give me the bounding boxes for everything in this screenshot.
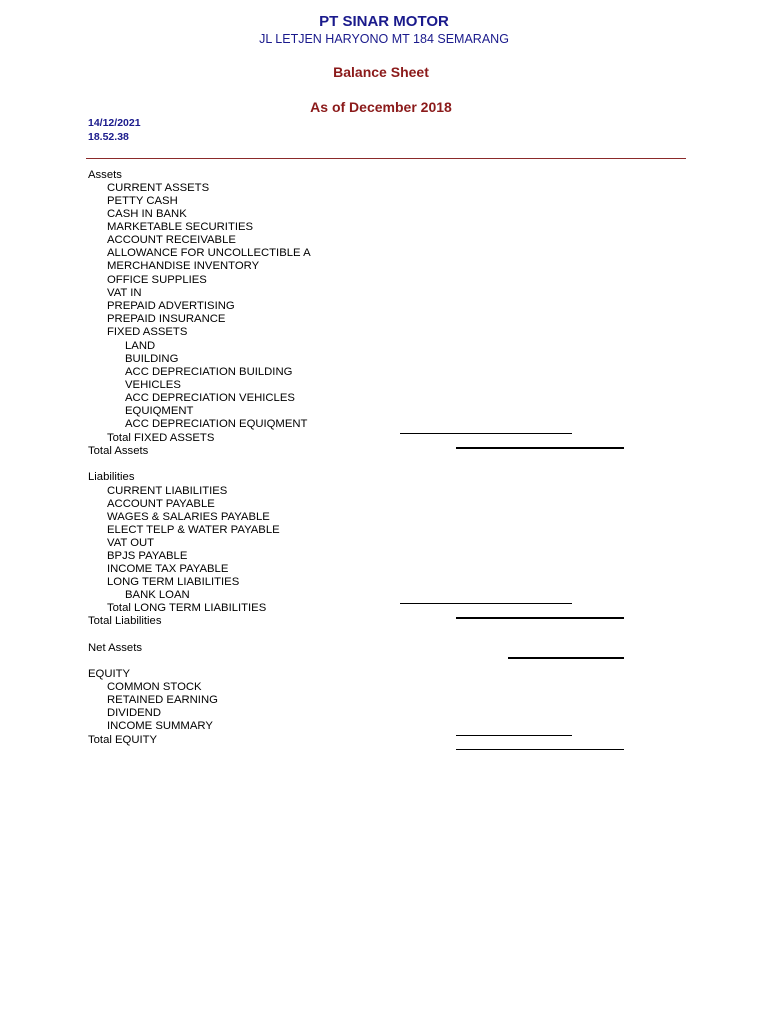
current-liabilities-heading: CURRENT LIABILITIES <box>107 485 228 497</box>
total-rule <box>456 617 624 619</box>
account-label: ACCOUNT RECEIVABLE <box>107 234 236 246</box>
account-label: WAGES & SALARIES PAYABLE <box>107 511 270 523</box>
print-date: 14/12/2021 <box>88 117 141 129</box>
account-label: PREPAID INSURANCE <box>107 313 226 325</box>
total-equity-label: Total EQUITY <box>88 734 158 746</box>
account-label: PREPAID ADVERTISING <box>107 300 235 312</box>
total-rule <box>456 447 624 449</box>
account-label: CASH IN BANK <box>107 208 187 220</box>
total-liabilities-label: Total Liabilities <box>88 615 162 627</box>
equity-heading: EQUITY <box>88 668 131 680</box>
total-assets-label: Total Assets <box>88 445 149 457</box>
account-label: LAND <box>125 340 156 352</box>
print-time: 18.52.38 <box>88 131 129 143</box>
total-fixed-assets-label: Total FIXED ASSETS <box>107 432 215 444</box>
account-label: ALLOWANCE FOR UNCOLLECTIBLE A <box>107 247 311 259</box>
account-label: INCOME SUMMARY <box>107 720 213 732</box>
account-label: INCOME TAX PAYABLE <box>107 563 229 575</box>
net-assets-label: Net Assets <box>88 642 142 654</box>
account-label: OFFICE SUPPLIES <box>107 274 207 286</box>
account-label: MARKETABLE SECURITIES <box>107 221 254 233</box>
report-title: Balance Sheet <box>333 64 429 80</box>
total-long-term-liabilities-label: Total LONG TERM LIABILITIES <box>107 602 267 614</box>
subtotal-rule <box>456 735 572 736</box>
account-label: VAT OUT <box>107 537 155 549</box>
account-label: COMMON STOCK <box>107 681 202 693</box>
account-label: ELECT TELP & WATER PAYABLE <box>107 524 280 536</box>
account-label: RETAINED EARNING <box>107 694 218 706</box>
account-label: BPJS PAYABLE <box>107 550 188 562</box>
account-label: BANK LOAN <box>125 589 190 601</box>
account-label: ACC DEPRECIATION BUILDING <box>125 366 293 378</box>
company-name: PT SINAR MOTOR <box>319 13 449 30</box>
account-label: EQUIQMENT <box>125 405 194 417</box>
header-divider <box>86 158 686 159</box>
subtotal-rule <box>400 603 572 604</box>
account-label: MERCHANDISE INVENTORY <box>107 260 260 272</box>
account-label: PETTY CASH <box>107 195 178 207</box>
subtotal-rule <box>400 433 572 434</box>
long-term-liabilities-heading: LONG TERM LIABILITIES <box>107 576 240 588</box>
account-label: ACC DEPRECIATION EQUIQMENT <box>125 418 308 430</box>
company-address: JL LETJEN HARYONO MT 184 SEMARANG <box>259 32 509 46</box>
account-label: DIVIDEND <box>107 707 161 719</box>
net-assets-rule <box>508 657 624 659</box>
assets-heading: Assets <box>88 169 122 181</box>
account-label: ACC DEPRECIATION VEHICLES <box>125 392 295 404</box>
account-label: BUILDING <box>125 353 179 365</box>
liabilities-heading: Liabilities <box>88 471 135 483</box>
report-period: As of December 2018 <box>310 99 452 115</box>
account-label: ACCOUNT PAYABLE <box>107 498 215 510</box>
total-rule <box>456 749 624 750</box>
current-assets-heading: CURRENT ASSETS <box>107 182 210 194</box>
fixed-assets-heading: FIXED ASSETS <box>107 326 188 338</box>
account-label: VEHICLES <box>125 379 181 391</box>
account-label: VAT IN <box>107 287 142 299</box>
